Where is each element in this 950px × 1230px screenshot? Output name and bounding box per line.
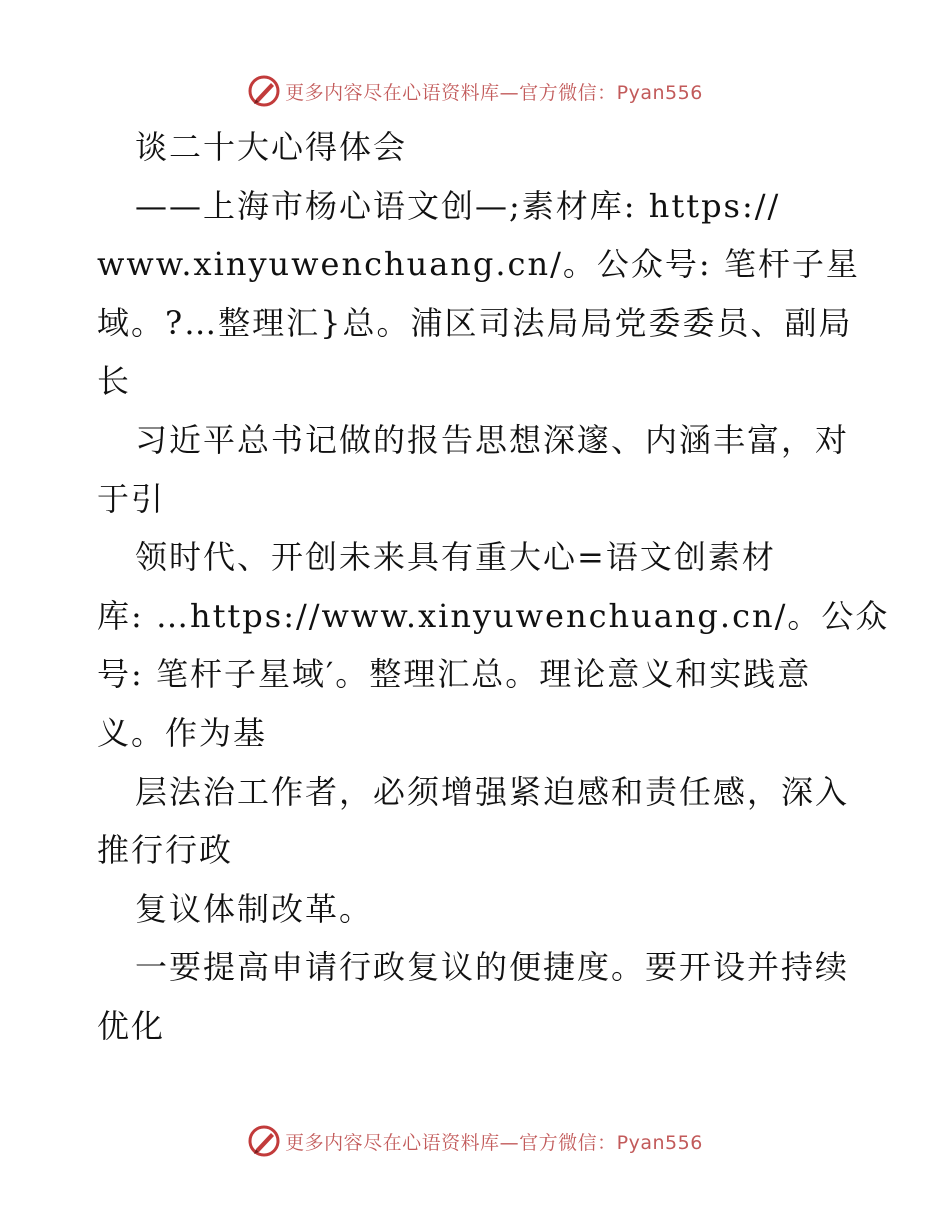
footer-banner-text: 更多内容尽在心语资料库—官方微信：Pyan556 [285, 1131, 703, 1154]
paragraph-line: 复议体制改革。 [135, 889, 374, 928]
paragraph-line: 层法治工作者，必须增强紧迫感和责任感，深入 [135, 772, 850, 811]
paragraph-line: 一要提高申请行政复议的便捷度。要开设并持续 [135, 948, 850, 987]
paragraph-line: www.xinyuwenchuang.cn/。公众号: 笔杆子星 [97, 245, 860, 284]
paragraph-line: 号: 笔杆子星域′。整理汇总。理论意义和实践意 [97, 655, 812, 694]
paragraph-line: 义。作为基 [97, 713, 268, 752]
header-banner [0, 71, 950, 111]
header-banner-text: 更多内容尽在心语资料库—官方微信：Pyan556 [285, 81, 703, 104]
paragraph-line: 习近平总书记做的报告思想深邃、内涵丰富，对 [135, 420, 850, 459]
paragraph-line: 库: …https://www.xinyuwenchuang.cn/。公众 [97, 596, 890, 635]
pen-logo-icon [247, 74, 281, 108]
paragraph-line: 于引 [97, 479, 166, 518]
paragraph-line: 优化 [97, 1006, 166, 1045]
footer-banner [0, 1121, 950, 1161]
document-title: 谈二十大心得体会 [135, 128, 408, 166]
paragraph-line: ——上海市杨心语文创—;素材库: https:// [135, 186, 781, 225]
paragraph-line: 域。?…整理汇}总。浦区司法局局党委委员、副局 [97, 303, 853, 342]
pen-logo-icon [247, 1124, 281, 1158]
paragraph-line: 领时代、开创未来具有重大心=语文创素材 [135, 538, 776, 577]
paragraph-line: 推行行政 [97, 831, 234, 870]
paragraph-line: 长 [97, 362, 132, 401]
document-body [97, 118, 890, 1056]
